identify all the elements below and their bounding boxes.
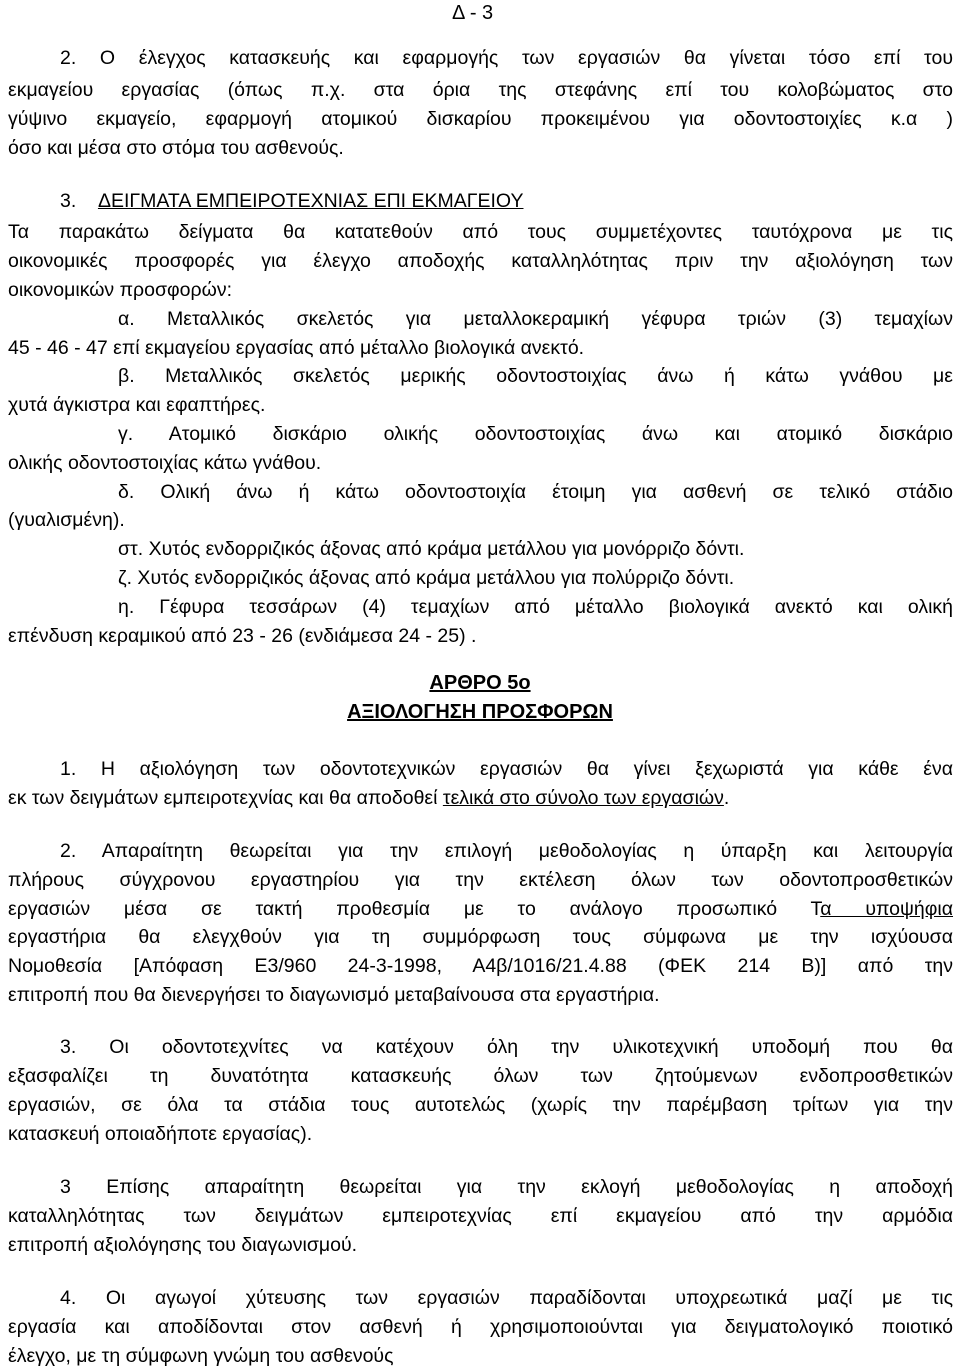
item-c-line2: ολικής οδοντοστοιχίας κάτω γνάθου. (8, 452, 322, 474)
section3-intro-line1: Τα παρακάτω δείγματα θα κατατεθούν από τους συμμετέχοντες ταυτόχρονα με τις (8, 221, 953, 243)
item-a-line2: 45 - 46 - 47 επί εκμαγείου εργασίας από μέταλλο βιολογικά ανεκτό. (8, 337, 585, 359)
paragraph1-line2-text: εκ των δειγμάτων εμπειροτεχνίας και θα αποδοθεί (8, 787, 443, 809)
item-d-line2: (γυαλισμένη). (8, 509, 125, 531)
paragraph3-line1: 3. Οι οδοντοτεχνίτες να κατέχουν όλη την υλικοτεχνική υποδομή που θα (60, 1036, 953, 1058)
paragraph2-line5: Νομοθεσία [Απόφαση Ε3/960 24-3-1998, Α4β/1016/21.4.88 (ΦΕΚ 214 Β)] από την (8, 955, 953, 977)
section3-number: 3. (60, 190, 77, 212)
article-title-text: ΑΡΘΡΟ 5ο (429, 672, 531, 694)
item-z: ζ. Χυτός ενδορριζικός άξονας από κράμα μετάλλου για πολύρριζο δόντι. (118, 567, 735, 589)
paragraph1-line1: 1. Η αξιολόγηση των οδοντοτεχνικών εργασιών θα γίνει ξεχωριστά για κάθε ένα (60, 758, 953, 780)
section2-line1: 2. Ο έλεγχος κατασκευής και εφαρμογής των εργασιών θα γίνεται τόσο επί του (60, 47, 953, 69)
section3-intro-line2: οικονομικές προσφορές για έλεγχο αποδοχής καταλληλότητας πριν την αξιολόγηση των (8, 250, 953, 272)
item-h-line1: η. Γέφυρα τεσσάρων (4) τεμαχίων από μέταλλο βιολογικά ανεκτό και ολική (118, 596, 953, 618)
paragraph2-line3-text: εργασιών μέσα σε τακτή προθεσμία με το ανάλογο προσωπικό Τ (8, 898, 821, 920)
section3-title: ΔΕΙΓΜΑΤΑ ΕΜΠΕΙΡΟΤΕΧΝΙΑΣ ΕΠΙ ΕΚΜΑΓΕΙΟΥ (97, 190, 524, 212)
paragraph2-line2: πλήρους σύγχρονου εργαστηρίου για την εκτέλεση όλων των οδοντοπροσθετικών (8, 869, 953, 891)
paragraph1-line2 (8, 787, 953, 809)
section2-line2: εκμαγείου εργασίας (όπως π.χ. στα όρια της στεφάνης επί του κολοβώματος στο (8, 79, 953, 101)
item-b-line1: β. Μεταλλικός σκελετός μερικής οδοντοστοιχίας άνω ή κάτω γνάθου με (118, 365, 953, 387)
item-a-line1: α. Μεταλλικός σκελετός για μεταλλοκεραμική γέφυρα τριών (3) τεμαχίων (118, 308, 953, 330)
item-b-line2: χυτά άγκιστρα και εφαπτήρες. (8, 394, 266, 416)
item-h-line2: επένδυση κεραμικού από 23 - 26 (ενδιάμεσα 24 - 25) . (8, 625, 477, 647)
section3-heading (60, 190, 960, 212)
section2-line4: όσο και μέσα στο στόμα του ασθενούς. (8, 137, 344, 159)
paragraph5-line2: εργασία και αποδίδονται στον ασθενή ή χρησιμοποιούνται για δειγματολογικό ποιοτικό (8, 1316, 953, 1338)
paragraph2-line1: 2. Απαραίτητη θεωρείται για την επιλογή μεθοδολογίας η ύπαρξη και λειτουργία (60, 840, 953, 862)
paragraph5-line3: έλεγχο, με τη σύμφωνη γνώμη του ασθενούς (8, 1345, 394, 1367)
paragraph4-line1: 3 Επίσης απαραίτητη θεωρείται για την εκλογή μεθοδολογίας η αποδοχή (60, 1176, 953, 1198)
item-d-line1: δ. Ολική άνω ή κάτω οδοντοστοιχία έτοιμη για ασθενή σε τελικό στάδιο (118, 481, 953, 503)
paragraph5-line1: 4. Οι αγωγοί χύτευσης των εργασιών παραδίδονται υποχρεωτικά μαζί με τις (60, 1287, 953, 1309)
item-st: στ. Χυτός ενδορριζικός άξονας από κράμα μετάλλου για μονόρριζο δόντι. (118, 538, 745, 560)
paragraph1-underlined: τελικά στο σύνολο των εργασιών (442, 787, 724, 809)
paragraph3-line4: κατασκευή οποιαδήποτε εργασίας). (8, 1123, 313, 1145)
article-subtitle-text: ΑΞΙΟΛΟΓΗΣΗ ΠΡΟΣΦΟΡΩΝ (347, 701, 613, 723)
paragraph2-line3 (8, 898, 953, 920)
paragraph2-underlined: α υποψήφια (820, 898, 954, 920)
paragraph2-line4: εργαστήρια θα ελεγχθούν για τη συμμόρφωση τους σύμφωνα με την ισχύουσα (8, 926, 953, 948)
section2-line3: γύψινο εκμαγείο, εφαρμογή ατομικού δισκαρίου προκειμένου για οδοντοστοιχίες κ.α ) (8, 108, 953, 130)
section3-intro-line3: οικονομικών προσφορών: (8, 279, 233, 301)
page-header: Δ - 3 (452, 2, 494, 24)
paragraph4-line2: καταλληλότητας των δειγμάτων εμπειροτεχνίας επί εκμαγείου από την αρμόδια (8, 1205, 953, 1227)
article-subtitle (0, 701, 960, 724)
paragraph3-line2: εξασφαλίζει τη δυνατότητα κατασκευής όλων των ζητούμενων ενδοπροσθετικών (8, 1065, 953, 1087)
paragraph1-line2-end: . (723, 787, 730, 809)
article-title (0, 672, 960, 695)
paragraph4-line3: επιτροπή αξιολόγησης του διαγωνισμού. (8, 1234, 358, 1256)
paragraph2-line6: επιτροπή που θα διενεργήσει το διαγωνισμό μεταβαίνουσα στα εργαστήρια. (8, 984, 660, 1006)
item-c-line1: γ. Ατομικό δισκάριο ολικής οδοντοστοιχίας άνω και ατομικό δισκάριο (118, 423, 953, 445)
paragraph3-line3: εργασιών, σε όλα τα στάδια τους αυτοτελώς (χωρίς την παρέμβαση τρίτων για την (8, 1094, 953, 1116)
